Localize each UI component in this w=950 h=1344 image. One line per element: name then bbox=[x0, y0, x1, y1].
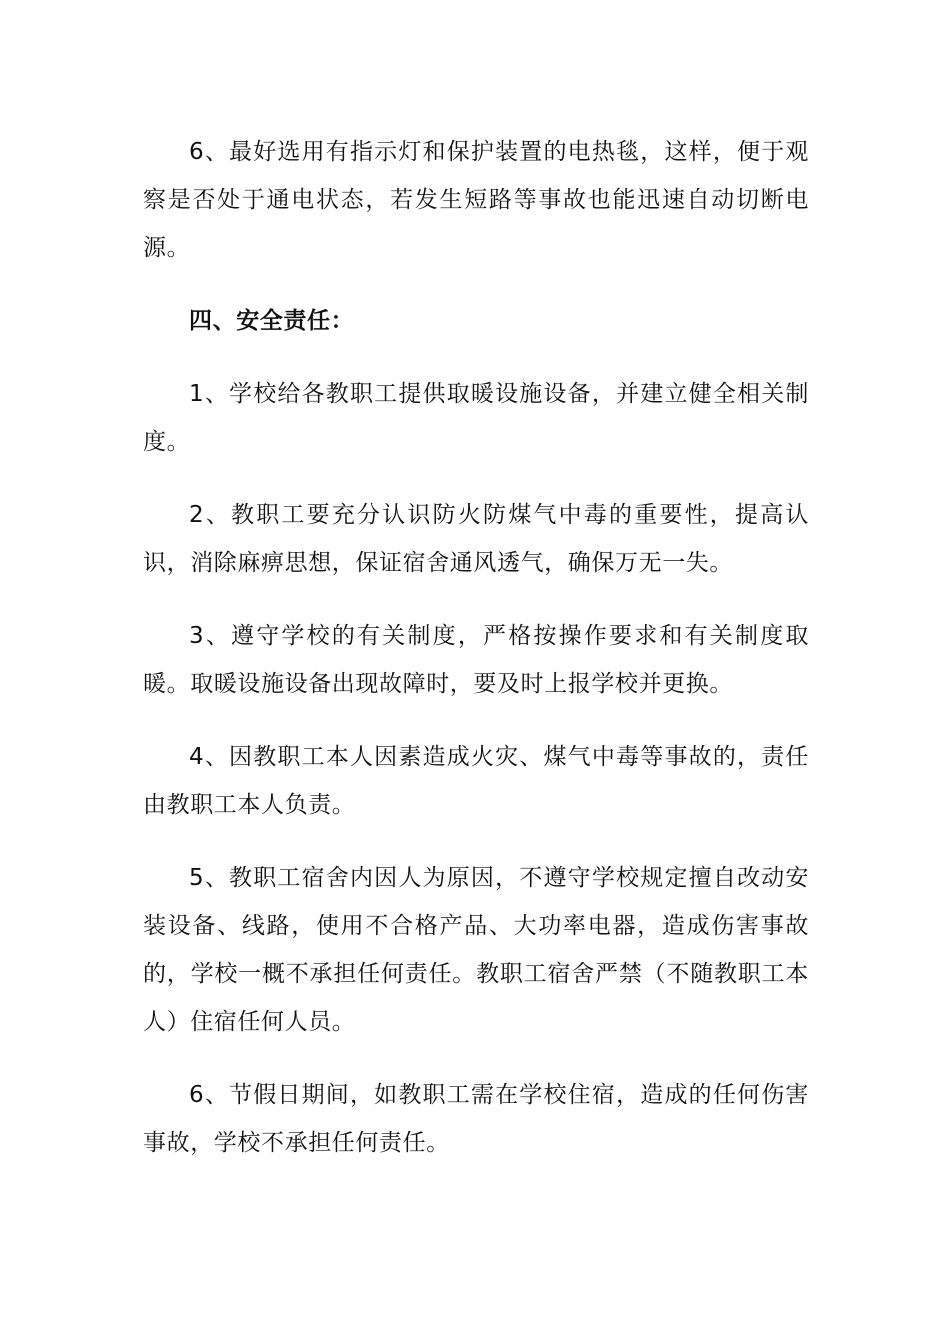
paragraph-item-1: 1、学校给各教职工提供取暖设施设备，并建立健全相关制度。 bbox=[143, 381, 809, 455]
paragraph-item-3: 3、遵守学校的有关制度，严格按操作要求和有关制度取暖。取暖设施设备出现故障时，要及时上报学校并更换。 bbox=[143, 623, 809, 697]
document-body bbox=[143, 128, 809, 1192]
paragraph-electric-blanket: 6、最好选用有指示灯和保护装置的电热毯，这样，便于观察是否处于通电状态，若发生短路等事故也能迅速自动切断电源。 bbox=[143, 139, 809, 261]
paragraph-item-2: 2、教职工要充分认识防火防煤气中毒的重要性，提高认识，消除麻痹思想，保证宿舍通风透气，确保万无一失。 bbox=[143, 502, 809, 576]
paragraph-item-6: 6、节假日期间，如教职工需在学校住宿，造成的任何伤害事故，学校不承担任何责任。 bbox=[143, 1082, 809, 1156]
paragraph-item-4: 4、因教职工本人因素造成火灾、煤气中毒等事故的，责任由教职工本人负责。 bbox=[143, 744, 809, 818]
section-heading-safety-responsibility: 四、安全责任： bbox=[189, 308, 355, 334]
paragraph-item-5: 5、教职工宿舍内因人为原因，不遵守学校规定擅自改动安装设备、线路，使用不合格产品、大功率电器，造成伤害事故的，学校一概不承担任何责任。教职工宿舍严禁（不随教职工本人）住宿任何人员。 bbox=[143, 865, 809, 1035]
